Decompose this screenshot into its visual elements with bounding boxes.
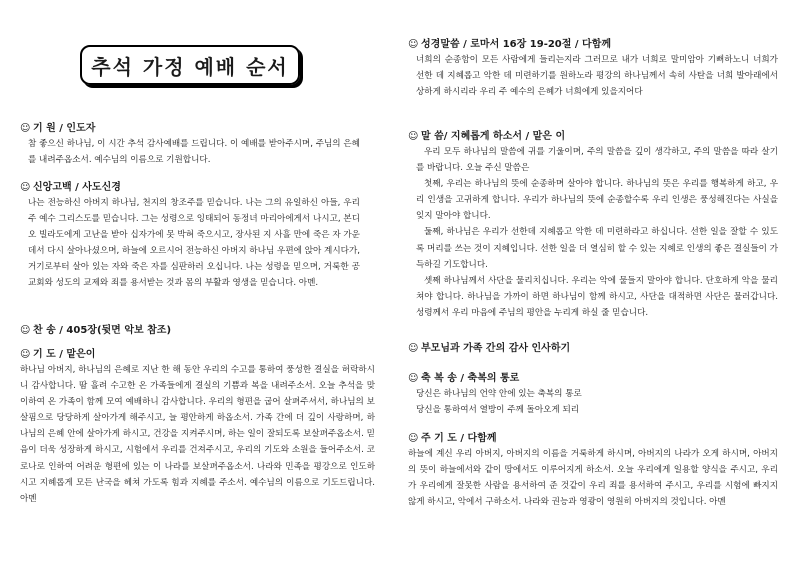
section-heading: 주 기 도 / 다함께 [421,433,497,444]
message-paragraph: 셋째 하나님께서 사단을 물리치십니다. 우리는 악에 물들지 말아야 합니다. 단호하게 악을 물리쳐야 합니다. 하나님을 가까이 하면 하나님이 함께 하시고, 사단을 대적하면 사단은 물러갑니다. 성령께서 우리 마음에 주님의 평안을 누리게 하실 줄 믿습니다. [416,275,778,318]
smiley-icon: ☺ [20,123,31,134]
section-heading: 찬 송 / 405장(뒷면 악보 참조) [33,325,172,336]
section-text: 참 좋으신 하나님, 이 시간 추석 감사예배를 드립니다. 이 예배를 받아주시며, 주님의 은혜를 내려주옵소서. 예수님의 이름으로 기원합니다. [28,139,360,166]
section-heading: 성경말씀 / 로마서 16장 19-20절 / 다함께 [421,39,612,50]
section-prayer [20,348,375,507]
message-paragraph: 둘째, 하나님은 우리가 선한데 지혜롭고 악한 데 미련하라고 하십니다. 선한 일을 잘할 수 있도록 머리를 쓰는 것이 지혜입니다. 선한 일을 더 열심히 할 수 있는 지혜로 인생의 좋은 결실들이 가득하길 기도합니다. [416,227,778,270]
section-text: 하나님 아버지, 하나님의 은혜로 지난 한 해 동안 우리의 수고를 통하여 풍성한 결실을 허락하시니 감사합니다. 땀 흘려 수고한 온 가족들에게 결실의 기쁨과 복을 내려주소서. 오늘 추석을 맞이하여 온 가족이 함께 모여 예배하니 감사합니다. 우리의 형편을 굽어 살펴주셔서, 하나님의 보살핌으로 당당하게 살아가게 해주시고, 늘 평안하게 하옵소서. 가족 간에 더 깊이 사랑하며, 하나님의 은혜 안에 살아가게 하시고, 건강을 지켜주시며, 하는 일이 잘되도록 보살펴주옵소서. 믿음이 더욱 성장하게 하시고, 시험에서 우리를 건져주시고, 우리의 기도와 소원을 들어주소서. 코로나로 인하여 어려운 형편에 있는 이 나라를 보살펴주옵소서. 나라와 민족을 평강으로 인도하시고 지혜롭게 모든 난국을 헤쳐 가도록 힘과 지혜를 주소서. 예수님의 이름으로 기도드립니다. 아멘 [20,365,375,504]
smiley-icon: ☺ [20,182,31,193]
section-hymn [20,324,360,338]
song-line: 당신을 통하여서 열방이 주께 돌아오게 되리 [416,405,580,416]
section-heading: 기 원 / 인도자 [33,123,96,134]
section-opening [20,122,360,168]
section-heading: 부모님과 가족 간의 감사 인사하기 [421,343,571,354]
section-blessing-song [408,372,778,418]
page-title: 추석 가정 예배 순서 [91,54,289,79]
section-text: 너희의 순종함이 모든 사람에게 들리는지라 그러므로 내가 너희로 말미암아 기뻐하노니 너희가 선한 데 지혜롭고 악한 데 미련하기를 원하노라 평강의 하나님께서 속히 사탄을 너희 발아래에서 상하게 하시리라 우리 주 예수의 은혜가 너희에게 있을지어다 [416,55,778,98]
smiley-icon: ☺ [408,433,419,444]
page-title-box [80,45,300,85]
smiley-icon: ☺ [408,343,419,354]
section-lords-prayer [408,432,778,510]
section-text: 나는 전능하신 아버지 하나님, 천지의 창조주를 믿습니다. 나는 그의 유일하신 아들, 우리 주 예수 그리스도를 믿습니다. 그는 성령으로 잉태되어 동정녀 마리아에게서 나시고, 본디오 빌라도에게 고난을 받아 십자가에 못 박혀 죽으시고, 장사된 지 사흘 만에 죽은 자 가운데서 다시 살아나셨으며, 하늘에 오르시어 전능하신 아버지 하나님 우편에 앉아 계시다가, 거기로부터 살아 있는 자와 죽은 자를 심판하러 오십니다. 나는 성령을 믿으며, 거룩한 공교회와 성도의 교제와 죄를 용서받는 것과 몸의 부활과 영생을 믿습니다. 아멘. [28,198,360,289]
section-heading: 축 복 송 / 축복의 통로 [421,373,520,384]
section-greeting [408,342,778,356]
section-text: 하늘에 계신 우리 아버지, 아버지의 이름을 거룩하게 하시며, 아버지의 나라가 오게 하시며, 아버지의 뜻이 하늘에서와 같이 땅에서도 이루어지게 하소서. 오늘 우리에게 일용할 양식을 주시고, 우리가 우리에게 잘못한 사람을 용서하여 준 것같이 우리 죄를 용서하여 주시고, 우리를 시험에 빠지지 않게 하시고, 악에서 구하소서. 나라와 권능과 영광이 영원히 아버지의 것입니다. 아멘 [408,449,778,508]
song-line: 당신은 하나님의 언약 안에 있는 축복의 통로 [416,389,582,399]
smiley-icon: ☺ [408,131,419,142]
section-heading: 기 도 / 맡은이 [33,349,96,360]
section-message [408,130,778,321]
section-creed [20,181,360,292]
smiley-icon: ☺ [408,373,419,384]
smiley-icon: ☺ [408,39,419,50]
smiley-icon: ☺ [20,349,31,360]
section-scripture [408,38,778,100]
message-paragraph: 첫째, 우리는 하나님의 뜻에 순종하며 살아야 합니다. 하나님의 뜻은 우리를 행복하게 하고, 우리 인생을 고귀하게 합니다. 우리가 하나님의 뜻에 순종할수록 우리 인생은 풍성해진다는 사실을 잊지 말아야 합니다. [416,179,778,222]
message-paragraph: 우리 모두 하나님의 말씀에 귀를 기울이며, 주의 말씀을 깊이 생각하고, 주의 말씀을 따라 살기를 바랍니다. 오늘 주신 말씀은 [416,147,778,174]
section-heading: 신앙고백 / 사도신경 [33,182,121,193]
smiley-icon: ☺ [20,325,31,336]
section-heading: 말 씀/ 지혜롭게 하소서 / 맡은 이 [421,131,566,142]
